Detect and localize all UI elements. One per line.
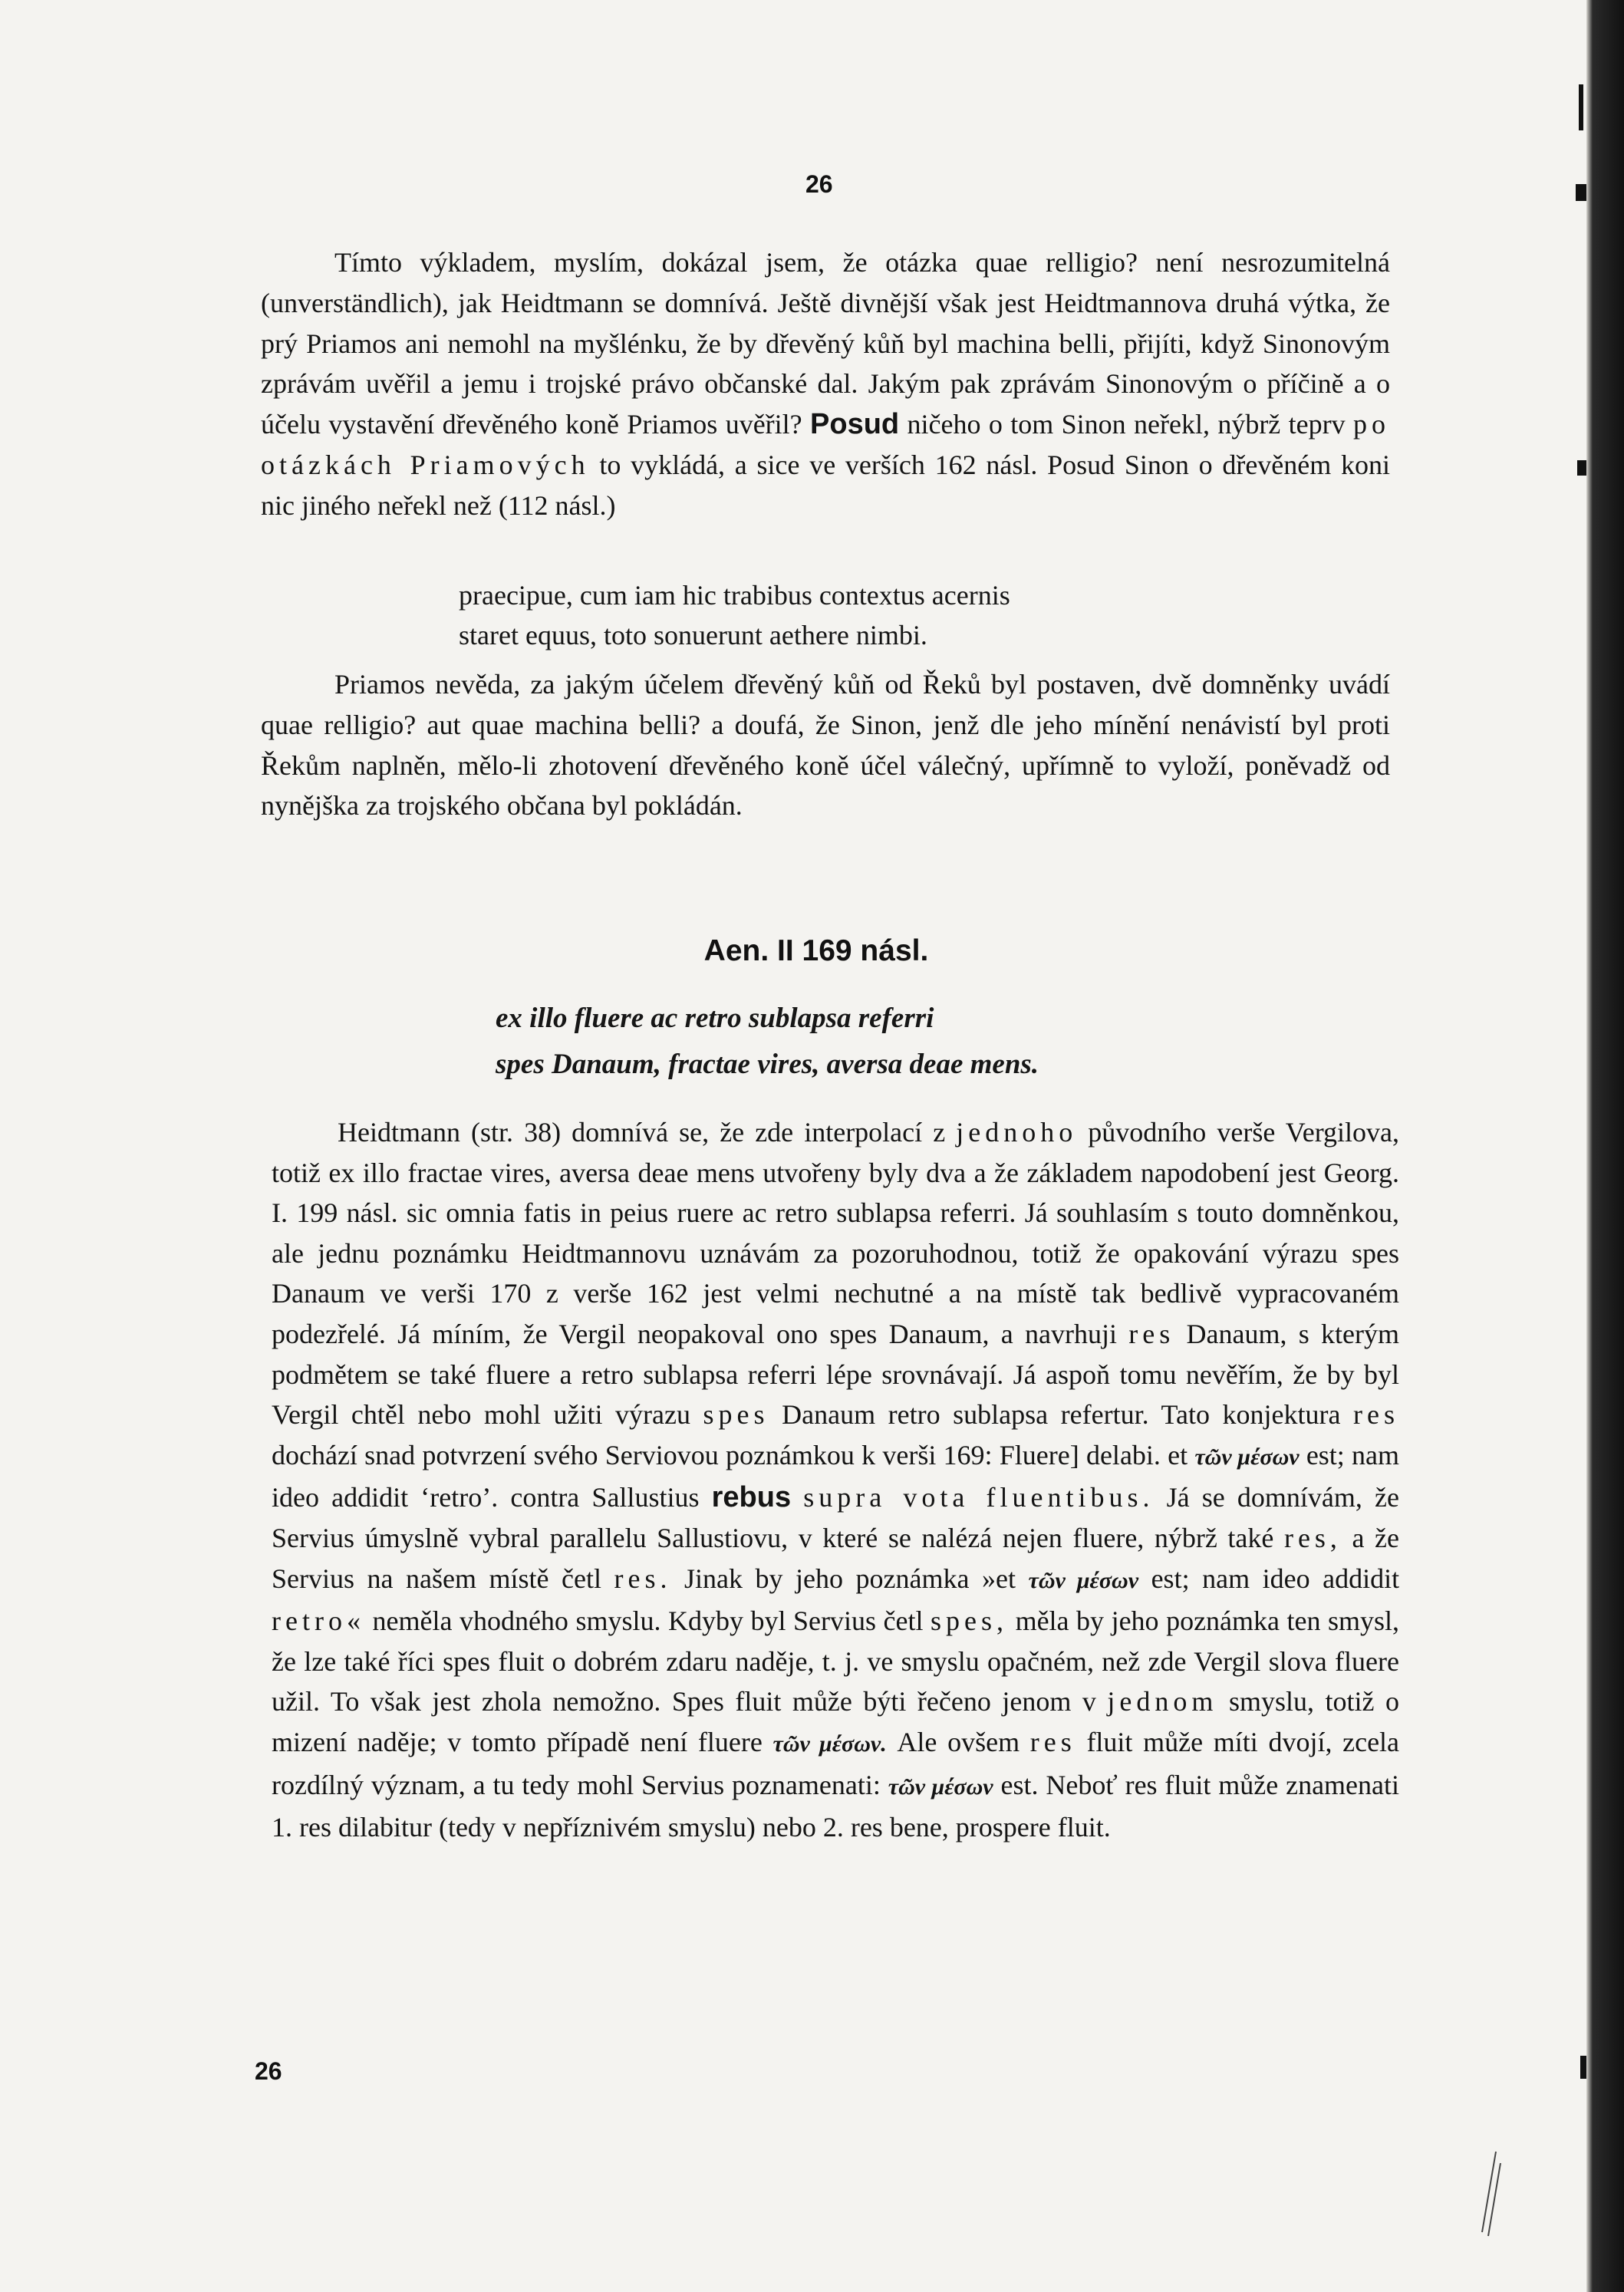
scan-mark (1579, 84, 1583, 130)
paragraph-2: Priamos nevěda, za jakým účelem dřevěný kůň od Řeků byl postaven, dvě domněnky uvádí quae relligio? aut quae machina belli? a doufá, že Sinon, jenž dle jeho mínění nenávistí byl proti Řekům naplněn, mělo-li zhotovení dřevěného koně účel válečný, upřímně to vyloží, poněvadž od nynějška za trojského občana byl pokládán. (261, 669, 1390, 822)
spaced-word: res. (614, 1563, 672, 1594)
paragraph-1-text: Tímto výkladem, myslím, dokázal jsem, že otázka quae relligio? není nesrozumitelná (unverständlich), jak Heidtmann se domnívá. Ještě divnější však jest Heidtmannova druhá výtka, že prý Priamos ani nemohl na myšlénku, že by dřevěný kůň byl machina belli, přijíti, když Sinonovým zprávám uvěřil a jemu i trojské právo občanské dal. Jakým pak zprávám Sinonovým o příčině a o účelu vystavění dřevěného koně Priamos uvěřil? (261, 247, 1390, 440)
paragraph-3-text: Já se domnívám, že Servius úmyslně vybral parallelu Sallustiovu, v které se nalézá nejen fluere, nýbrž také (272, 1482, 1400, 1553)
paragraph-3-text: est; nam ideo addidit ‘retro’. contra Sallustius (272, 1439, 1400, 1513)
paragraph-3-text: est; nam ideo addidit (1151, 1563, 1400, 1594)
latin-quote-line-2: staret equus, toto sonuerunt aethere nimbi. (459, 620, 927, 650)
paragraph-1-spaced-text: po otázkách Priamových (261, 409, 1391, 480)
latin-verse-line-2: spes Danaum, fractae vires, aversa deae mens. (496, 1049, 1039, 1080)
paragraph-3-text: fluit může míti dvojí, zcela rozdílný význam, a tu tedy mohl Servius poznamenati: (272, 1726, 1400, 1800)
latin-verse-line-1: ex illo fluere ac retro sublapsa referri (496, 1003, 934, 1034)
latin-verse (496, 996, 1039, 1088)
spaced-word: spes (703, 1399, 769, 1431)
greek-word: τῶν μέσων (1028, 1567, 1139, 1593)
paragraph-3-text: Heidtmann (str. 38) domnívá se, že zde interpolací z (338, 1117, 946, 1148)
paragraph-1-bold-word: Posud (810, 408, 900, 441)
paragraph-1-text-2: ničeho o tom Sinon neřekl, nýbrž teprv (907, 409, 1346, 440)
spaced-word: res (1128, 1318, 1175, 1349)
paragraph-1-text-3: to vykládá, a sice ve verších 162 násl. Posud Sinon o dřevěném koni nic jiného neřekl než (112 násl.) (261, 449, 1390, 521)
scan-mark (1577, 460, 1586, 476)
spaced-word: res (1353, 1399, 1400, 1431)
paragraph-3-text: Ale ovšem (897, 1726, 1020, 1757)
paragraph-3-text: Danaum, s kterým podmětem se také fluere a retro sublapsa referri lépe srovnávají. Já aspoň tomu nevěřím, že by byl Vergil chtěl nebo mohl užiti výrazu (272, 1318, 1399, 1431)
pencil-mark (1473, 2148, 1504, 2240)
paragraph-3-text: smyslu, totiž o mizení naděje; v tomto případě není fluere (272, 1686, 1399, 1757)
paragraph-1 (261, 242, 1390, 526)
page-number-top: 26 (805, 170, 833, 198)
spaced-word: res, (1283, 1522, 1342, 1553)
paragraph-3 (272, 1112, 1399, 1848)
latin-quote-line-1: praecipue, cum iam hic trabibus contextus acernis (459, 580, 1010, 611)
spaced-word: supra vota fluentibus. (803, 1482, 1155, 1513)
paragraph-3-text: původního verše Vergilova, totiž ex illo fractae vires, aversa deae mens utvořeny byly dva a že základem napodobení jest Georg. I. 199 násl. sic omnia fatis in peius ruere ac retro sublapsa referri. Já souhlasím s touto domněnkou, ale jednu poznámku Heidtmannovu uznávám za pozoruhodnou, totiž že opakování výrazu spes Danaum ve verši 170 z verše 162 jest velmi nechutné a na místě tak bedlivě vypracovaném podezřelé. Já míním, že Vergil neopakoval ono spes Danaum, a navrhuji (272, 1117, 1400, 1349)
spaced-word: spes, (931, 1605, 1009, 1637)
page-number-bottom: 26 (255, 2057, 282, 2085)
scan-mark (1576, 184, 1586, 201)
greek-word: τῶν μέσων (888, 1773, 993, 1800)
paragraph-3-text: neměla vhodného smyslu. Kdyby byl Servius četl (372, 1605, 924, 1637)
paragraph-3-text: a že Servius na našem místě četl (272, 1522, 1400, 1594)
section-heading: Aen. II 169 násl. (703, 934, 929, 967)
paragraph-3-text: Jinak by jeho poznámka »et (684, 1563, 1016, 1594)
spaced-word: retro« (272, 1605, 365, 1637)
paragraph-3-text: est. Neboť res fluit může znamenati 1. res dilabitur (tedy v nepříznivém smyslu) nebo 2. res bene, prospere fluit. (272, 1769, 1400, 1843)
spaced-word: res (1029, 1726, 1076, 1757)
paragraph-3-text: dochází snad potvrzení svého Serviovou poznámkou k verši 169: Fluere] delabi. et (272, 1439, 1188, 1470)
bold-word: rebus (711, 1481, 792, 1514)
latin-quote (459, 575, 1010, 655)
spaced-word: jednom (1107, 1686, 1218, 1717)
paragraph-3-text: Danaum retro sublapsa refertur. Tato konjektura (782, 1399, 1341, 1431)
page-edge (1586, 0, 1624, 2292)
greek-word: τῶν μέσων. (772, 1731, 887, 1757)
paragraph-3-text: měla by jeho poznámka ten smysl, že lze také říci spes fluit o dobrém zdaru naděje, t. j. ve smyslu opačném, než zde Vergil slova fluere užil. To však jest zhola nemožno. Spes fluit může býti řečeno jenom v (272, 1605, 1400, 1717)
scan-mark (1580, 2056, 1586, 2079)
spaced-word: jednoho (956, 1117, 1078, 1148)
greek-word: τῶν μέσων (1194, 1444, 1300, 1470)
